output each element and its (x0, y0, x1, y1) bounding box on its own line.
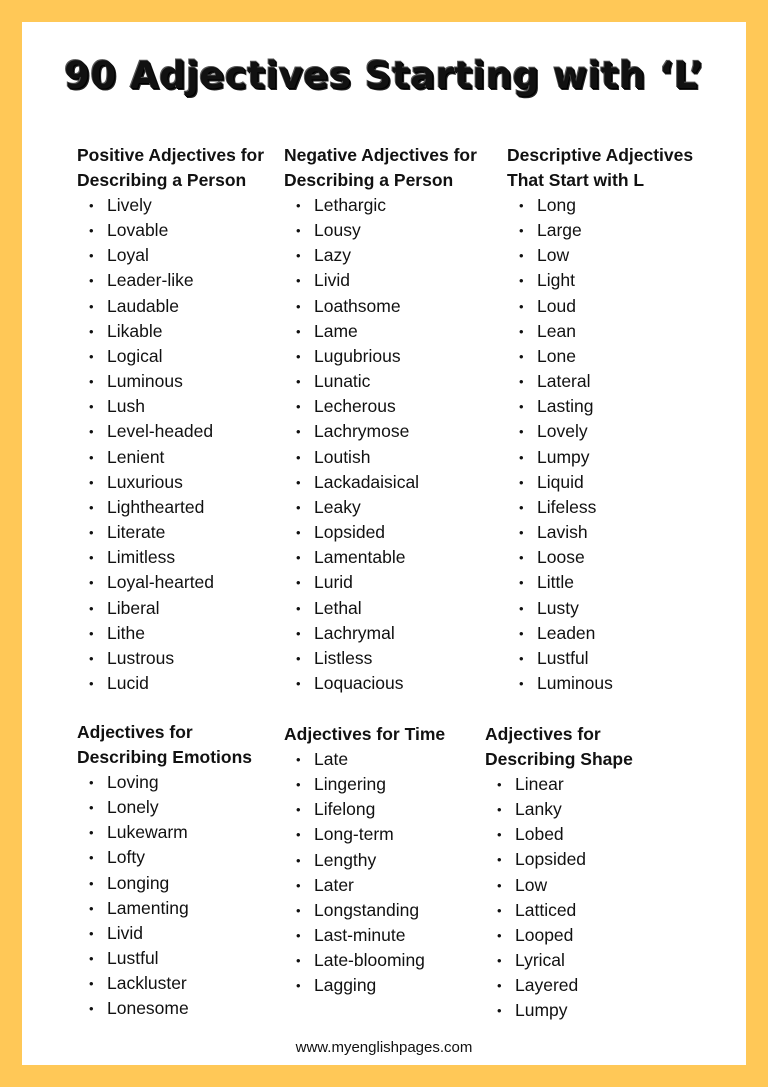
list-item: • Laudable (77, 294, 264, 319)
list-item: • Leaky (284, 495, 477, 520)
list-item: • Lustful (77, 946, 252, 971)
section-heading-line: Describing Emotions (77, 747, 253, 767)
list-item: • Lopsided (284, 520, 477, 545)
list-item: • Lasting (507, 394, 693, 419)
adjective-list (284, 747, 445, 999)
adjective-list (507, 193, 693, 696)
section-heading-line: Describing a Person (77, 170, 247, 190)
list-item: • Lukewarm (77, 820, 252, 845)
list-item: • Lateral (507, 369, 693, 394)
list-item: • Leader-like (77, 268, 264, 293)
list-item: • Lurid (284, 570, 477, 595)
list-item: • Lackadaisical (284, 470, 477, 495)
list-item: • Lithe (77, 621, 264, 646)
section-heading-line: That Start with L (507, 170, 645, 190)
list-item: • Large (507, 218, 693, 243)
list-item: • Lachrymal (284, 621, 477, 646)
list-item: • Lyrical (485, 948, 633, 973)
list-item: • Lengthy (284, 848, 445, 873)
list-item: • Loose (507, 545, 693, 570)
list-item: • Liberal (77, 596, 264, 621)
list-item: • Lingering (284, 772, 445, 797)
list-item: • Lazy (284, 243, 477, 268)
list-item: • Loathsome (284, 294, 477, 319)
list-item: • Lethal (284, 596, 477, 621)
section-negative-person (284, 143, 477, 696)
section-heading-line: Positive Adjectives for (77, 145, 265, 165)
section-heading-line: Adjectives for (77, 722, 193, 742)
list-item: • Lanky (485, 797, 633, 822)
list-item: • Late-blooming (284, 948, 445, 973)
section-time (284, 722, 445, 999)
section-heading-line: Negative Adjectives for (284, 145, 477, 165)
list-item: • Lovely (507, 419, 693, 444)
section-heading (284, 722, 445, 747)
list-item: • Lively (77, 193, 264, 218)
list-item: • Lifelong (284, 797, 445, 822)
list-item: • Lethargic (284, 193, 477, 218)
list-item: • Limitless (77, 545, 264, 570)
list-item: • Lenient (77, 445, 264, 470)
section-emotions (77, 720, 252, 1022)
list-item: • Linear (485, 772, 633, 797)
list-item: • Loud (507, 294, 693, 319)
list-item: • Long (507, 193, 693, 218)
list-item: • Listless (284, 646, 477, 671)
list-item: • Lumpy (507, 445, 693, 470)
list-item: • Low (507, 243, 693, 268)
list-item: • Literate (77, 520, 264, 545)
footer-url: www.myenglishpages.com (295, 1039, 473, 1056)
list-item: • Latticed (485, 898, 633, 923)
list-item: • Lumpy (485, 998, 633, 1023)
list-item: • Lonely (77, 795, 252, 820)
list-item: • Lobed (485, 822, 633, 847)
section-heading (77, 143, 264, 193)
list-item: • Livid (77, 921, 252, 946)
list-item: • Lamenting (77, 896, 252, 921)
list-item: • Lecherous (284, 394, 477, 419)
section-heading-line: Describing a Person (284, 170, 454, 190)
list-item: • Last-minute (284, 923, 445, 948)
list-item: • Lamentable (284, 545, 477, 570)
adjective-list (77, 770, 252, 1022)
list-item: • Lusty (507, 596, 693, 621)
section-heading-line: Adjectives for (485, 724, 601, 744)
list-item: • Lachrymose (284, 419, 477, 444)
list-item: • Leaden (507, 621, 693, 646)
list-item: • Little (507, 570, 693, 595)
section-heading-line: Adjectives for Time (284, 724, 446, 744)
adjective-list (485, 772, 633, 1024)
list-item: • Likable (77, 319, 264, 344)
list-item: • Lunatic (284, 369, 477, 394)
list-item: • Livid (284, 268, 477, 293)
list-item: • Lustrous (77, 646, 264, 671)
list-item: • Longing (77, 871, 252, 896)
list-item: • Lame (284, 319, 477, 344)
list-item: • Longstanding (284, 898, 445, 923)
list-item: • Logical (77, 344, 264, 369)
list-item: • Late (284, 747, 445, 772)
list-item: • Layered (485, 973, 633, 998)
list-item: • Lone (507, 344, 693, 369)
section-positive-person (77, 143, 264, 696)
list-item: • Lugubrious (284, 344, 477, 369)
list-item: • Level-headed (77, 419, 264, 444)
list-item: • Loquacious (284, 671, 477, 696)
list-item: • Lean (507, 319, 693, 344)
list-item: • Loyal (77, 243, 264, 268)
list-item: • Lagging (284, 973, 445, 998)
list-item: • Low (485, 873, 633, 898)
list-item: • Liquid (507, 470, 693, 495)
section-descriptive (507, 143, 693, 696)
list-item: • Lavish (507, 520, 693, 545)
list-item: • Lucid (77, 671, 264, 696)
list-item: • Lackluster (77, 971, 252, 996)
section-shape (485, 722, 633, 1024)
adjective-list (284, 193, 477, 696)
list-item: • Luxurious (77, 470, 264, 495)
list-item: • Lush (77, 394, 264, 419)
list-item: • Lopsided (485, 847, 633, 872)
list-item: • Lofty (77, 845, 252, 870)
list-item: • Lonesome (77, 996, 252, 1021)
list-item: • Lousy (284, 218, 477, 243)
section-heading (77, 720, 252, 770)
section-heading (507, 143, 693, 193)
list-item: • Lovable (77, 218, 264, 243)
list-item: • Loyal-hearted (77, 570, 264, 595)
section-heading (284, 143, 477, 193)
list-item: • Lifeless (507, 495, 693, 520)
adjective-list (77, 193, 264, 696)
list-item: • Lighthearted (77, 495, 264, 520)
list-item: • Loutish (284, 445, 477, 470)
list-item: • Later (284, 873, 445, 898)
list-item: • Long-term (284, 822, 445, 847)
list-item: • Looped (485, 923, 633, 948)
list-item: • Loving (77, 770, 252, 795)
list-item: • Lustful (507, 646, 693, 671)
list-item: • Luminous (507, 671, 693, 696)
list-item: • Light (507, 268, 693, 293)
section-heading-line: Descriptive Adjectives (507, 145, 694, 165)
section-heading-line: Describing Shape (485, 749, 633, 769)
list-item: • Luminous (77, 369, 264, 394)
page-title: 90 Adjectives Starting with ‘L’ (64, 54, 704, 97)
section-heading (485, 722, 633, 772)
